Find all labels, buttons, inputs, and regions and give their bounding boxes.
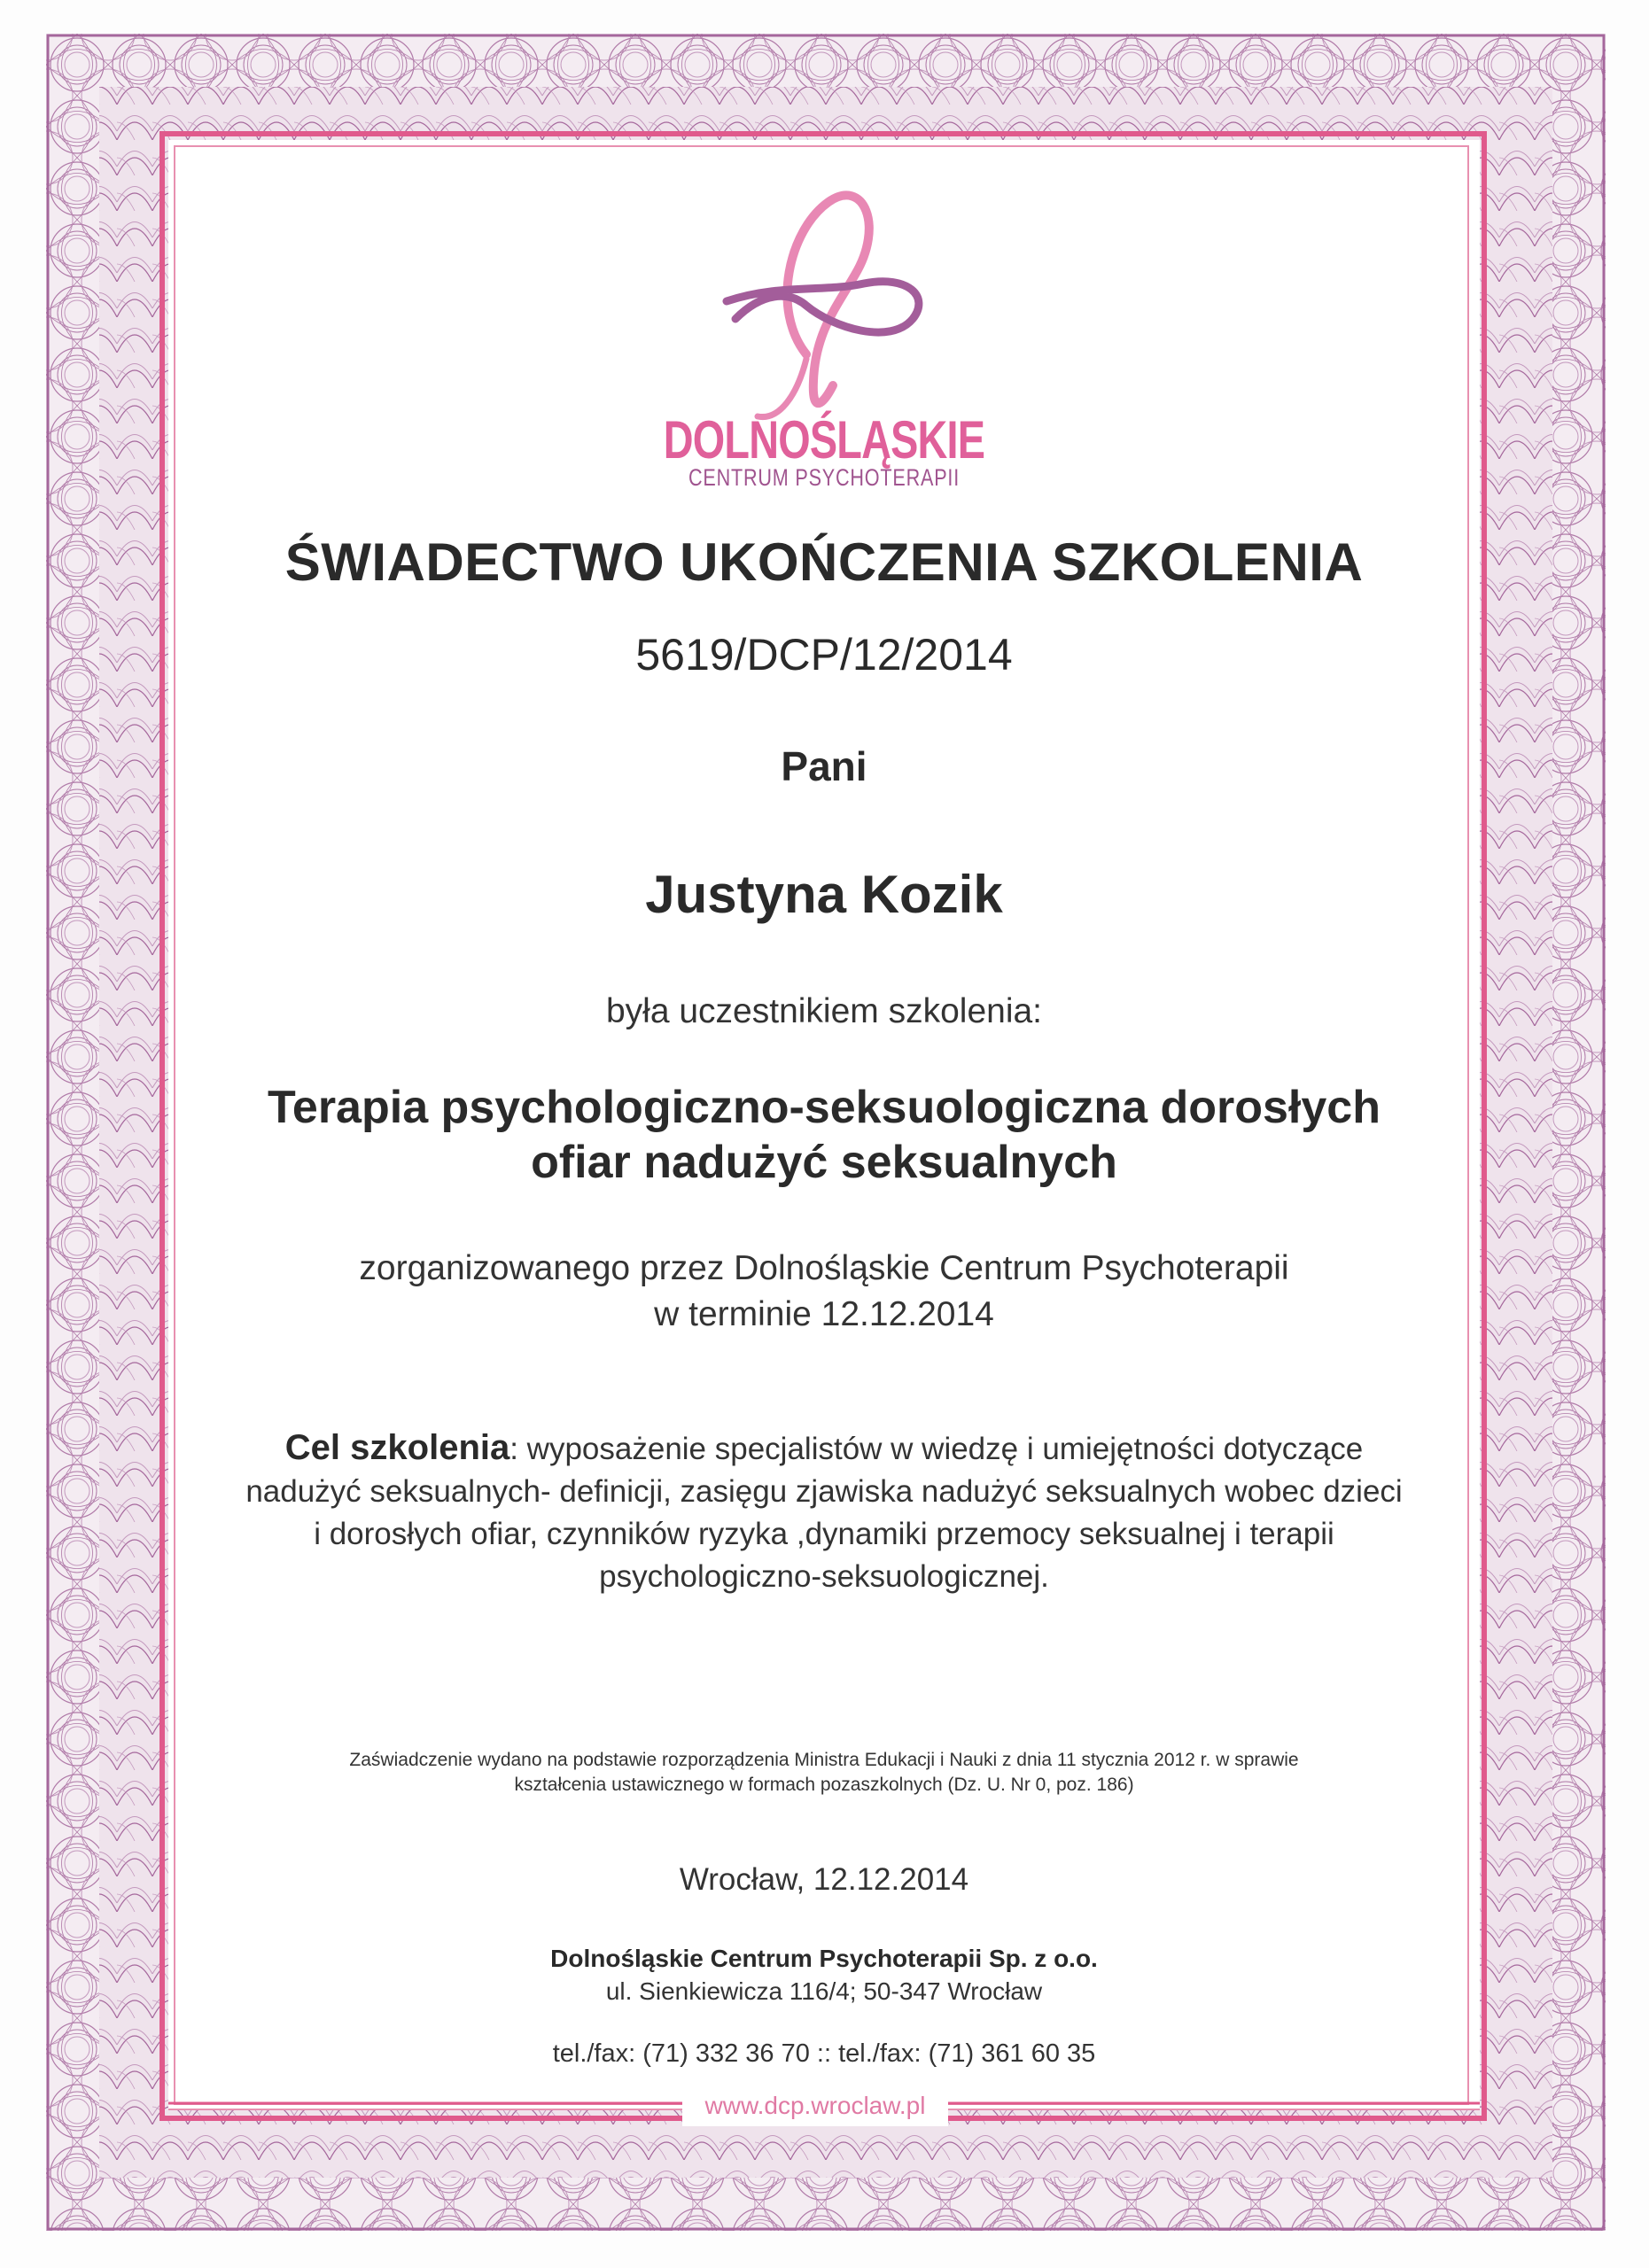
- goal-line-1: [195, 1426, 1453, 1471]
- goal-line-2: nadużyć seksualnych- definicji, zasięgu zjawiska nadużyć seksualnych wobec dzieci: [245, 1474, 1403, 1509]
- logo-subtitle: CENTRUM PSYCHOTERAPII: [688, 464, 961, 491]
- goal-label: Cel szkolenia: [284, 1428, 510, 1467]
- organizer-line: zorganizowanego przez Dolnośląskie Centrum Psychoterapii: [359, 1249, 1289, 1287]
- certificate-title: ŚWIADECTWO UKOŃCZENIA SZKOLENIA: [284, 532, 1364, 592]
- course-date-line: w terminie 12.12.2014: [654, 1295, 994, 1333]
- company-address: ul. Sienkiewicza 116/4; 50-347 Wrocław: [605, 1977, 1043, 2005]
- goal-text-1: : wyposażenie specjalistów w wiedzę i umiejętności dotyczące: [509, 1432, 1364, 1466]
- place-and-date: Wrocław, 12.12.2014: [679, 1862, 969, 1897]
- course-title-line-2: ofiar nadużyć seksualnych: [531, 1137, 1117, 1188]
- course-goal: [195, 1426, 1453, 1598]
- certificate-number: 5619/DCP/12/2014: [635, 630, 1013, 680]
- participation-intro: była uczestnikiem szkolenia:: [605, 992, 1043, 1030]
- logo-name: DOLNOŚLĄSKIE: [663, 410, 985, 470]
- salutation: Pani: [781, 743, 867, 789]
- company-phones: tel./fax: (71) 332 36 70 :: tel./fax: (71) 361 60 35: [552, 2039, 1096, 2068]
- course-title-line-1: Terapia psychologiczno-seksuologiczna dorosłych: [268, 1082, 1381, 1133]
- legal-basis-line-2: kształcenia ustawicznego w formach pozaszkolnych (Dz. U. Nr 0, poz. 186): [514, 1775, 1134, 1795]
- recipient-name: Justyna Kozik: [645, 865, 1003, 924]
- legal-basis-line-1: Zaświadczenie wydano na podstawie rozporządzenia Ministra Edukacji i Nauki z dnia 11 stycznia 2012 r. w sprawie: [349, 1750, 1299, 1770]
- goal-line-4: psychologiczno-seksuologicznej.: [599, 1559, 1049, 1594]
- goal-line-3: i dorosłych ofiar, czynników ryzyka ,dynamiki przemocy seksualnej i terapii: [314, 1517, 1334, 1551]
- company-name: Dolnośląskie Centrum Psychoterapii Sp. z o.o.: [550, 1945, 1098, 1972]
- website-link[interactable]: www.dcp.wroclaw.pl: [682, 2085, 948, 2126]
